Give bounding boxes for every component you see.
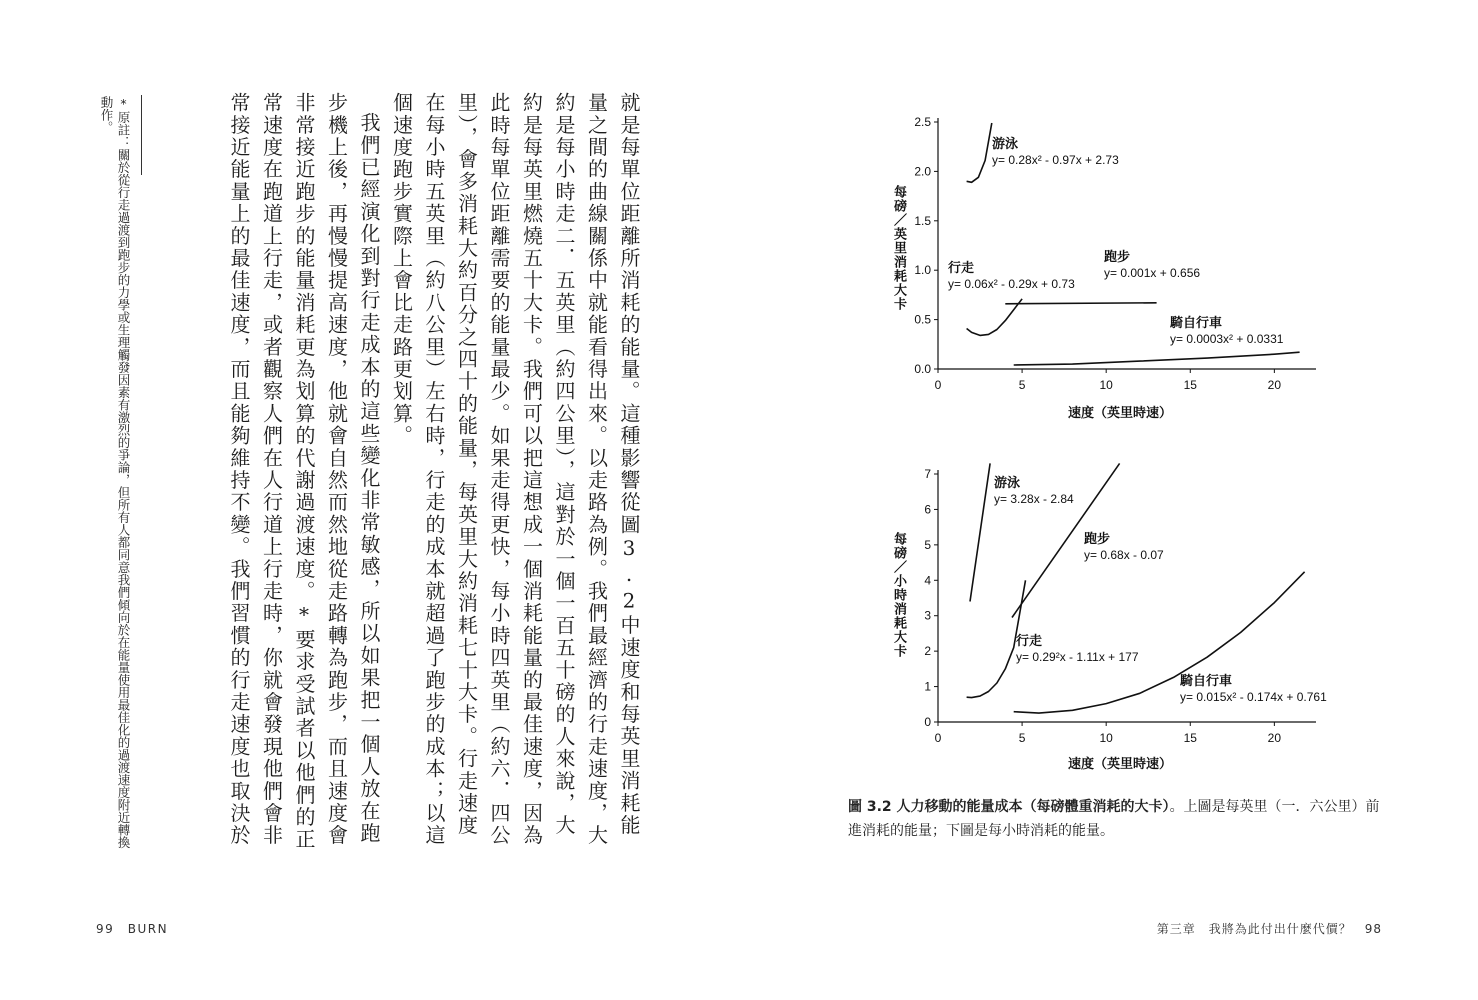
series-name-label: 騎自行車 [1180,673,1233,688]
x-tick-label: 20 [1267,731,1282,745]
y-tick-label: 6 [924,502,931,517]
x-tick-label: 5 [1018,378,1026,392]
paragraph: 我們已經演化到對行走成本的這些變化非常敏感，所以如果把一個人放在跑步機上後，再慢慢提高速度，他就會自然而然地從走路轉為跑步，而且速度會非常接近跑步的能量消耗更為划算的代謝過渡速度。*要求受試者以他們的正常速度在跑道上行走，或者觀察人們在人行道上行走時，你就會發現他們會非常接近能量上的最佳速度，而且能夠維持不變。我們習慣的行走速度也取決於 [227,92,381,851]
caption-text: 。上圖是每英里（一．六公里）前進消耗的能量；下圖是每小時消耗的能量。 [848,799,1380,839]
y-tick-label: 7 [924,467,931,481]
y-tick-label: 3 [924,608,931,623]
series-name-label: 跑步 [1104,249,1131,264]
page-footer-right: 第三章 我將為此付出什麼代價？ 98 [1156,922,1382,936]
y-tick-label: 2 [924,644,931,659]
y-tick-label: 5 [924,537,931,552]
series-equation-label: y= 0.015x² - 0.174x + 0.761 [1180,690,1327,704]
y-tick-label: 0.0 [914,362,931,376]
chart1-xlabel: 速度（英里時速） [1068,406,1173,421]
x-tick-label: 5 [1018,731,1026,745]
series-line-1 [970,463,990,601]
y-tick-label: 1 [924,679,931,694]
series-equation-label: y= 0.68x - 0.07 [1084,548,1164,562]
caption-title: 圖 3.2 人力移動的能量成本（每磅體重消耗的大卡） [848,799,1170,815]
series-equation-label: y= 3.28x - 2.84 [994,492,1074,506]
series-name-label: 游泳 [992,136,1019,151]
series-equation-label: y= 0.001x + 0.656 [1104,266,1201,280]
chart2-xlabel: 速度（英里時速） [1068,757,1173,772]
chart1-ylabel: 每磅／英里消耗大卡 [891,185,906,311]
y-tick-label: 2.0 [914,164,931,179]
y-tick-label: 1.0 [914,263,931,278]
x-tick-label: 10 [1099,731,1113,745]
y-tick-label: 4 [924,573,931,588]
series-equation-label: y= 0.28x² - 0.97x + 2.73 [992,153,1119,167]
figure-caption [848,795,1388,843]
chart2-ylabel: 每磅／小時消耗大卡 [891,532,906,658]
x-tick-label: 20 [1267,378,1282,392]
series-equation-label: y= 0.06x² - 0.29x + 0.73 [948,277,1075,291]
series-equation-label: y= 0.29²x - 1.11x + 177 [1016,650,1139,664]
y-tick-label: 0 [924,715,931,729]
series-name-label: 行走 [948,260,975,275]
x-tick-label: 15 [1183,731,1197,745]
series-equation-label: y= 0.0003x² + 0.0331 [1170,332,1284,346]
y-tick-label: 1.5 [914,213,931,228]
y-tick-label: 0.5 [914,312,931,327]
page-footer-left: 99 BURN [96,922,169,936]
series-name-label: 行走 [1016,633,1043,648]
x-tick-label: 0 [934,731,942,745]
series-name-label: 跑步 [1084,531,1111,546]
y-tick-label: 2.5 [914,115,931,129]
series-name-label: 游泳 [994,475,1021,490]
footnote: *原註：關於從行走過渡到跑步的力學或生理觸發因素有激烈的爭論，但所有人都同意我們傾向於在能量使用最佳化的過渡速度附近轉換動作。 [99,96,131,849]
x-tick-label: 0 [934,378,942,392]
series-name-label: 騎自行車 [1170,315,1223,330]
x-tick-label: 10 [1099,378,1113,392]
x-tick-label: 15 [1183,378,1197,392]
paragraph: 就是每單位距離所消耗的能量。這種影響從圖3.2中速度和每英里消耗能量之間的曲線關係中就能看得出來。以走路為例。我們最經濟的行走速度，大約是每小時走二．五英里（約四公里），這對於一個一百五十磅的人來說，大約是每英里燃燒五十大卡。我們可以把這想成一個消耗能量的最佳速度，因為此時每單位距離需要的能量最少。如果走得更快，每小時四英里（約六．四公里），會多消耗大約百分之四十的能量，每英里大約消耗七十大卡。行走速度在每小時五英里（約八公里）左右時，行走的成本就超過了跑步的成本；以這個速度跑步實際上會比走路更划算。 [389,92,641,847]
